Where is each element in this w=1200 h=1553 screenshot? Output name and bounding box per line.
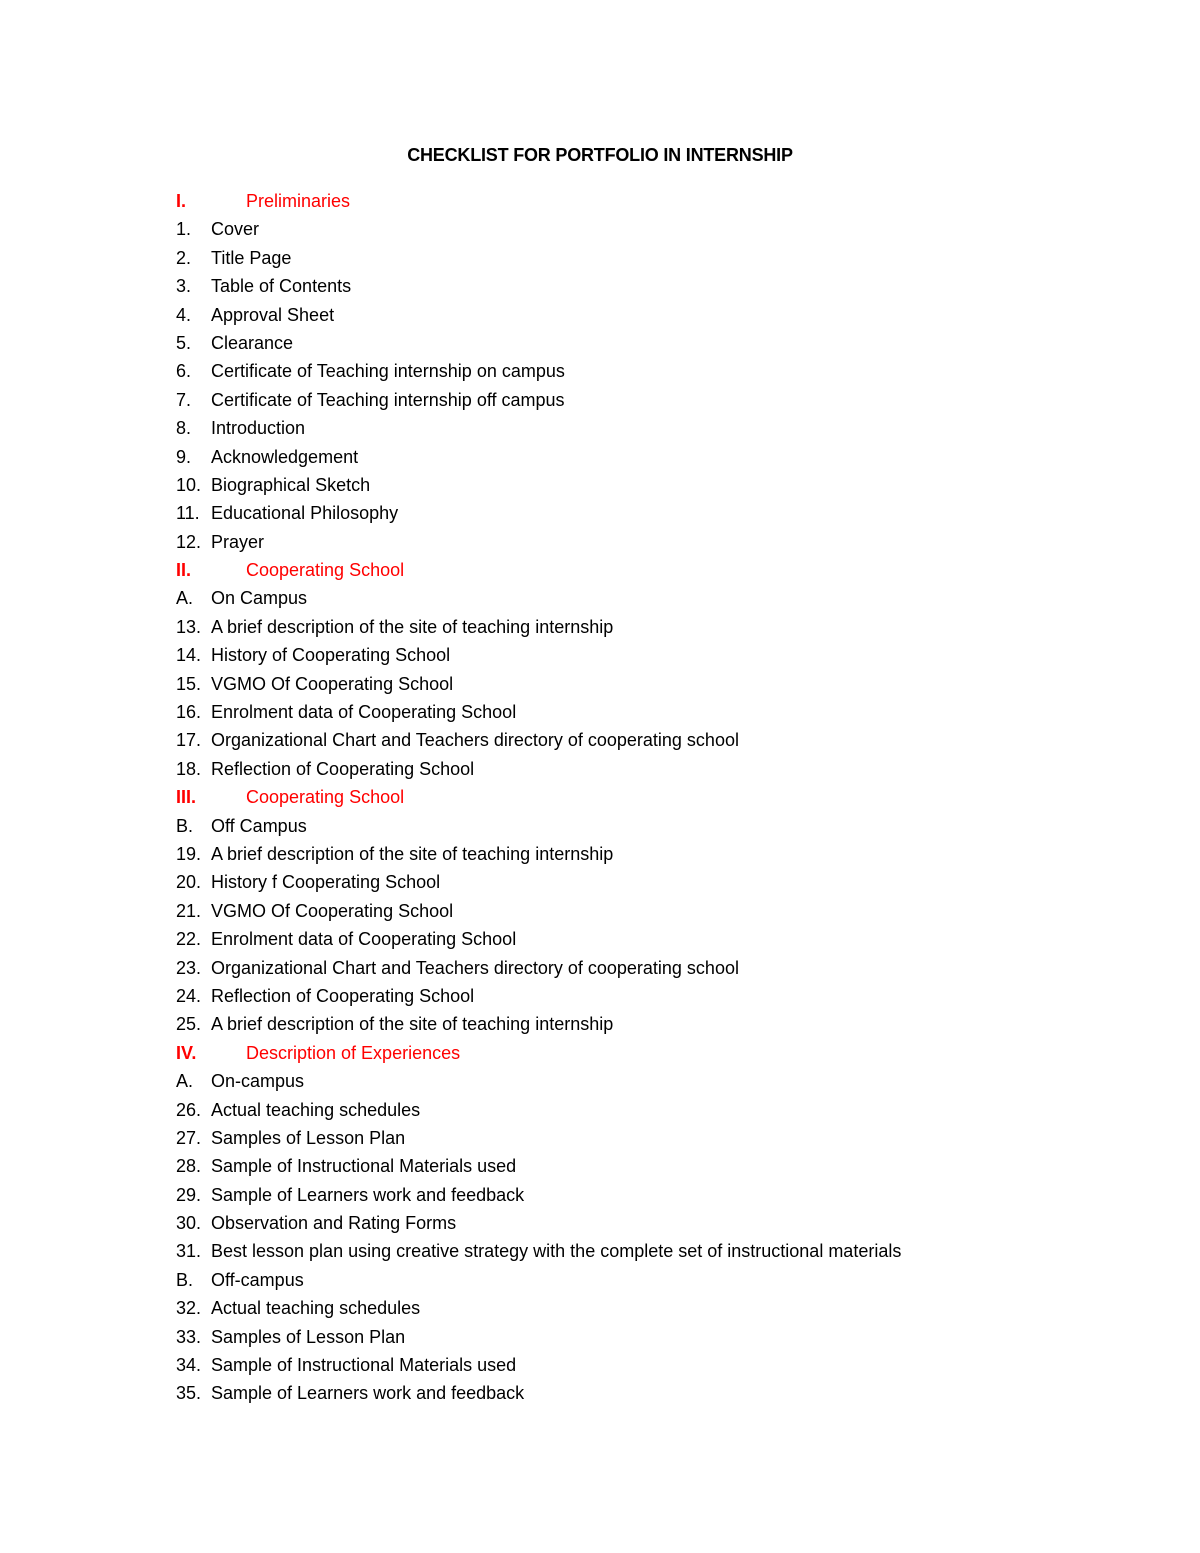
item-number: 24. [176, 985, 202, 1006]
item-number: 34. [176, 1355, 202, 1376]
item-label: Prayer [211, 531, 265, 552]
document-title: CHECKLIST FOR PORTFOLIO IN INTERNSHIP [407, 145, 793, 165]
item-number: 21. [176, 900, 202, 921]
item-label: Certificate of Teaching internship off campus [211, 389, 565, 410]
item-number: 26. [176, 1099, 202, 1120]
section-heading [176, 1039, 1156, 1067]
section-label: Cooperating School [246, 787, 405, 808]
item-number: 9. [176, 446, 192, 467]
section-heading [176, 187, 1156, 215]
item-number: B. [176, 815, 194, 836]
checklist-item [176, 215, 1156, 243]
item-number: 32. [176, 1298, 202, 1319]
checklist-item [176, 868, 1156, 896]
section-label: Description of Experiences [246, 1042, 461, 1063]
item-number: 1. [176, 219, 192, 240]
item-number: 6. [176, 361, 192, 382]
item-number: 3. [176, 276, 192, 297]
section-heading [176, 556, 1156, 584]
checklist-item [176, 272, 1156, 300]
checklist-item [176, 1237, 1156, 1265]
item-number: 4. [176, 304, 192, 325]
item-number: 19. [176, 843, 202, 864]
item-number: 17. [176, 730, 202, 751]
item-number: A. [176, 588, 194, 609]
checklist-item [176, 840, 1156, 868]
section-heading [176, 783, 1156, 811]
item-number: 15. [176, 673, 202, 694]
item-label: Actual teaching schedules [211, 1099, 421, 1120]
section-number: II. [176, 560, 192, 581]
checklist-item [176, 1266, 1156, 1294]
item-label: Actual teaching schedules [211, 1298, 421, 1319]
item-label: A brief description of the site of teaching internship [211, 1014, 614, 1035]
item-label: Educational Philosophy [211, 503, 399, 524]
checklist-item [176, 499, 1156, 527]
checklist-item [176, 386, 1156, 414]
item-label: Samples of Lesson Plan [211, 1127, 406, 1148]
item-number: 7. [176, 389, 192, 410]
item-label: Organizational Chart and Teachers directory of cooperating school [211, 730, 739, 751]
item-label: Title Page [211, 247, 292, 268]
item-label: On Campus [211, 588, 308, 609]
item-number: 12. [176, 531, 202, 552]
item-number: 28. [176, 1156, 202, 1177]
checklist-item [176, 812, 1156, 840]
checklist-item [176, 670, 1156, 698]
item-label: Enrolment data of Cooperating School [211, 702, 517, 723]
item-label: Sample of Instructional Materials used [211, 1156, 517, 1177]
checklist-item [176, 1209, 1156, 1237]
item-number: 14. [176, 645, 202, 666]
item-label: Samples of Lesson Plan [211, 1326, 406, 1347]
item-label: VGMO Of Cooperating School [211, 900, 454, 921]
item-number: 31. [176, 1241, 202, 1262]
checklist-item [176, 954, 1156, 982]
item-label: Enrolment data of Cooperating School [211, 929, 517, 950]
checklist-item [176, 471, 1156, 499]
item-label: Reflection of Cooperating School [211, 985, 475, 1006]
item-number: 16. [176, 702, 202, 723]
checklist-item [176, 584, 1156, 612]
item-label: Cover [211, 219, 260, 240]
checklist-item [176, 641, 1156, 669]
checklist-item [176, 1294, 1156, 1322]
section-label: Preliminaries [246, 191, 351, 211]
checklist-item [176, 1351, 1156, 1379]
item-number: 11. [176, 503, 200, 524]
checklist-item [176, 528, 1156, 556]
item-label: Table of Contents [211, 276, 352, 297]
checklist-item [176, 698, 1156, 726]
checklist [176, 187, 1156, 1408]
checklist-item [176, 329, 1156, 357]
item-number: 8. [176, 418, 192, 439]
item-number: 5. [176, 332, 192, 353]
item-label: Introduction [211, 418, 306, 439]
checklist-item [176, 755, 1156, 783]
item-label: Sample of Learners work and feedback [211, 1184, 525, 1205]
item-number: 35. [176, 1383, 202, 1404]
checklist-item [176, 1096, 1156, 1124]
item-label: A brief description of the site of teaching internship [211, 616, 614, 637]
item-label: Clearance [211, 332, 294, 353]
checklist-item [176, 1010, 1156, 1038]
item-label: Acknowledgement [211, 446, 359, 467]
item-label: VGMO Of Cooperating School [211, 673, 454, 694]
checklist-item [176, 244, 1156, 272]
checklist-item [176, 1323, 1156, 1351]
item-label: A brief description of the site of teaching internship [211, 843, 614, 864]
checklist-item [176, 982, 1156, 1010]
section-label: Cooperating School [246, 560, 405, 581]
item-label: History f Cooperating School [211, 872, 441, 893]
item-label: Observation and Rating Forms [211, 1213, 457, 1234]
item-label: Reflection of Cooperating School [211, 758, 475, 779]
section-number: III. [176, 787, 197, 808]
item-label: Sample of Learners work and feedback [211, 1383, 525, 1404]
section-number: IV. [176, 1042, 197, 1063]
item-number: 2. [176, 247, 192, 268]
checklist-item [176, 1152, 1156, 1180]
item-number: 13. [176, 616, 202, 637]
item-label: Best lesson plan using creative strategy with the complete set of instructional materials [211, 1241, 902, 1262]
checklist-item [176, 414, 1156, 442]
item-label: Off-campus [211, 1269, 304, 1290]
item-number: 27. [176, 1127, 202, 1148]
section-number: I. [176, 191, 187, 211]
checklist-item [176, 1124, 1156, 1152]
item-label: History of Cooperating School [211, 645, 451, 666]
item-number: A. [176, 1071, 194, 1092]
item-label: Biographical Sketch [211, 474, 371, 495]
checklist-item [176, 443, 1156, 471]
item-label: Sample of Instructional Materials used [211, 1355, 517, 1376]
checklist-item [176, 613, 1156, 641]
checklist-item [176, 1379, 1156, 1407]
item-number: 30. [176, 1213, 202, 1234]
checklist-item [176, 1067, 1156, 1095]
item-number: 22. [176, 929, 202, 950]
item-number: 10. [176, 474, 202, 495]
item-label: On-campus [211, 1071, 305, 1092]
item-number: 23. [176, 957, 202, 978]
item-number: B. [176, 1269, 194, 1290]
item-label: Organizational Chart and Teachers directory of cooperating school [211, 957, 739, 978]
checklist-item [176, 726, 1156, 754]
item-number: 29. [176, 1184, 202, 1205]
item-number: 25. [176, 1014, 202, 1035]
checklist-item [176, 897, 1156, 925]
item-number: 33. [176, 1326, 202, 1347]
item-label: Off Campus [211, 815, 307, 836]
checklist-item [176, 925, 1156, 953]
item-label: Certificate of Teaching internship on campus [211, 361, 565, 382]
item-number: 20. [176, 872, 202, 893]
item-label: Approval Sheet [211, 304, 335, 325]
checklist-item [176, 357, 1156, 385]
checklist-item [176, 301, 1156, 329]
item-number: 18. [176, 758, 202, 779]
checklist-item [176, 1181, 1156, 1209]
